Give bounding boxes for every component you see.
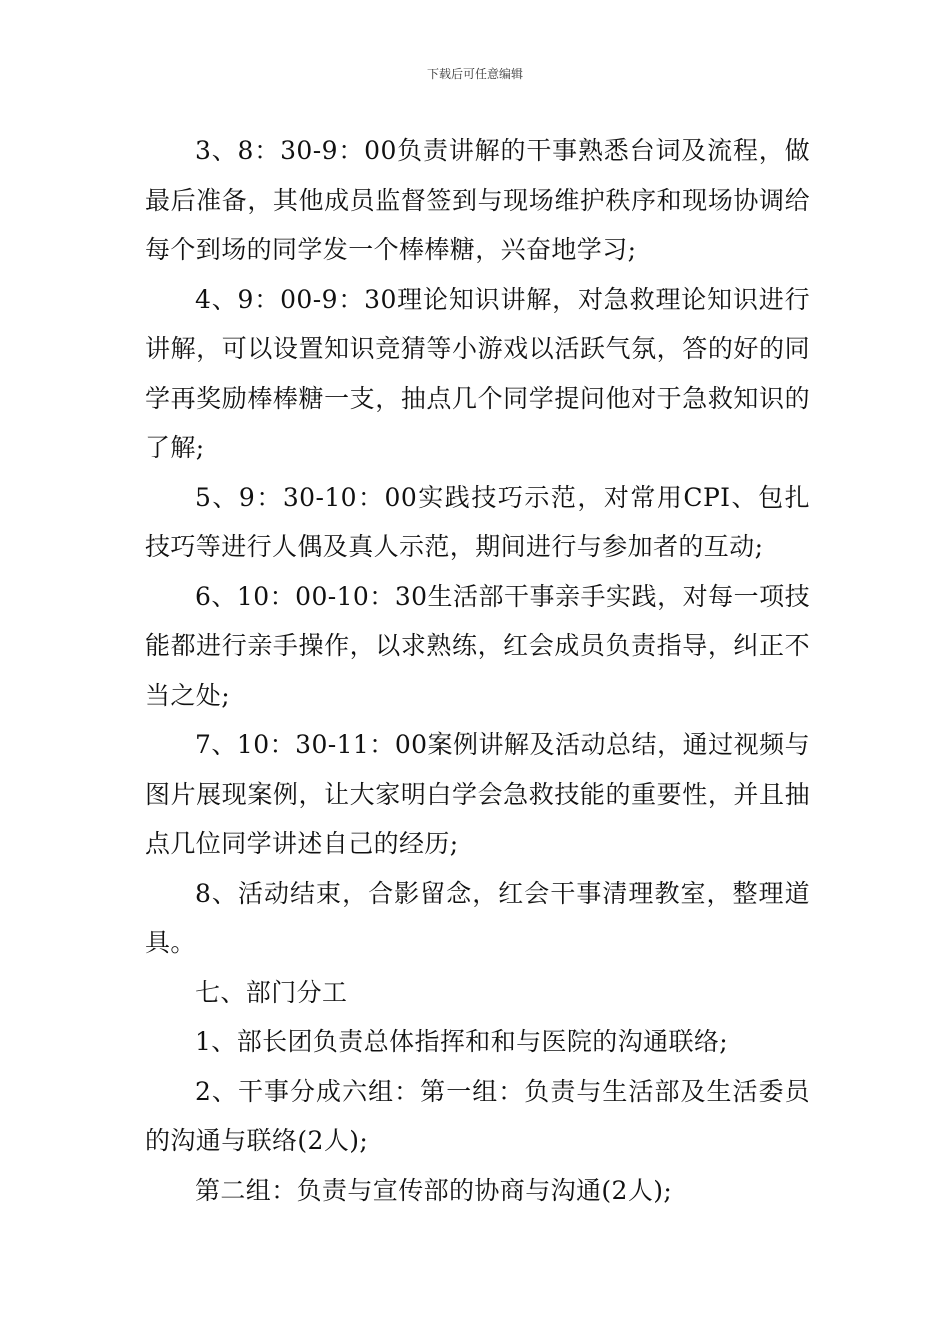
paragraph-step-5: 5、9：30-10：00实践技巧示范，对常用CPI、包扎技巧等进行人偶及真人示范，期间进行与参加者的互动;	[145, 482, 810, 561]
page-header: 下载后可任意编辑	[426, 67, 523, 81]
paragraph-step-3: 3、8：30-9：00负责讲解的干事熟悉台词及流程，做最后准备，其他成员监督签到与现场维护秩序和现场协调给每个到场的同学发一个棒棒糖，兴奋地学习;	[145, 136, 810, 264]
paragraph-step-6: 6、10：00-10：30生活部干事亲手实践，对每一项技能都进行亲手操作，以求熟练，红会成员负责指导，纠正不当之处;	[145, 581, 810, 710]
section-heading-division-of-labor: 七、部门分工	[195, 977, 348, 1007]
paragraph-division-1: 1、部长团负责总体指挥和和与医院的沟通联络;	[195, 1027, 729, 1056]
paragraph-group-2: 第二组：负责与宣传部的协商与沟通(2人);	[195, 1175, 673, 1205]
paragraph-step-7: 7、10：30-11：00案例讲解及活动总结，通过视频与图片展现案例，让大家明白学会急救技能的重要性，并且抽点几位同学讲述自己的经历;	[145, 730, 810, 858]
paragraph-step-4: 4、9：00-9：30理论知识讲解，对急救理论知识进行讲解，可以设置知识竞猜等小游戏以活跃气氛，答的好的同学再奖励棒棒糖一支，抽点几个同学提问他对于急救知识的了解;	[145, 284, 810, 462]
paragraph-step-8: 8、活动结束，合影留念，红会干事清理教室，整理道具。	[145, 878, 810, 957]
document-body	[145, 126, 810, 1215]
paragraph-division-2: 2、干事分成六组：第一组：负责与生活部及生活委员的沟通与联络(2人);	[145, 1076, 810, 1155]
